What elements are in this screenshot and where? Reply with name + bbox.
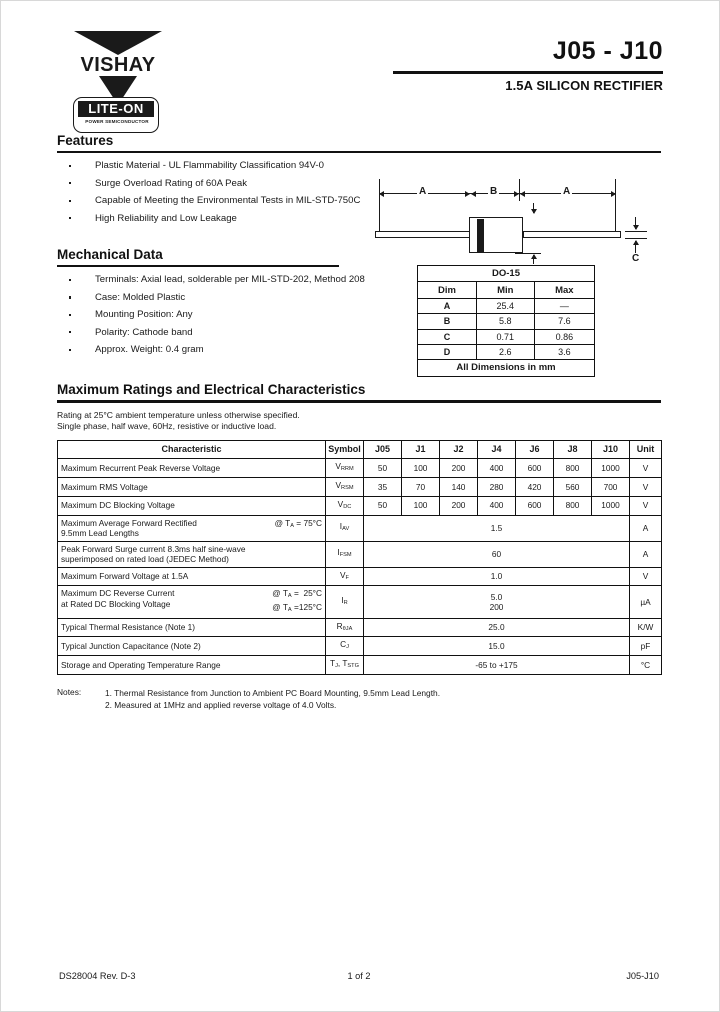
value-cell-merged: 60 bbox=[364, 541, 630, 567]
features-list bbox=[57, 160, 387, 225]
bullet-icon bbox=[69, 314, 71, 316]
symbol-cell: $I_R$ bbox=[326, 586, 364, 618]
characteristic-cell: Peak Forward Surge current 8.3ms half sine-wave superimposed on rated load (JEDEC Method) bbox=[58, 541, 326, 567]
mechanical-divider bbox=[57, 265, 339, 267]
dimension-label-c: C bbox=[632, 253, 640, 264]
mechanical-column bbox=[57, 247, 387, 356]
value-cell-merged: 1.5 bbox=[364, 515, 630, 541]
arrow-icon-right bbox=[514, 191, 519, 197]
characteristic-cell: Maximum DC Blocking Voltage bbox=[58, 496, 326, 515]
witness-line-c-top bbox=[625, 231, 647, 232]
witness-line-left bbox=[379, 179, 380, 237]
list-item bbox=[57, 327, 387, 339]
value-cell: 50 bbox=[364, 496, 402, 515]
page-title: J05 - J10 bbox=[552, 37, 663, 65]
dim-name: D bbox=[418, 344, 477, 359]
column-header-j05: J05 bbox=[364, 440, 402, 459]
symbol-cell: $I_{FSM}$ bbox=[326, 541, 364, 567]
dimension-label-a-left: A bbox=[419, 186, 427, 197]
value-cell: 800 bbox=[554, 459, 592, 478]
bullet-icon bbox=[69, 296, 71, 298]
value-cell: 600 bbox=[516, 459, 554, 478]
ratings-divider bbox=[57, 400, 661, 402]
characteristic-cell: Typical Junction Capacitance (Note 2) bbox=[58, 637, 326, 656]
feature-text: High Reliability and Low Leakage bbox=[95, 212, 237, 224]
column-header-max: Max bbox=[534, 282, 594, 298]
table-row bbox=[418, 344, 595, 359]
characteristic-cell: Maximum RMS Voltage bbox=[58, 478, 326, 497]
characteristic-cell: Maximum Forward Voltage at 1.5A bbox=[58, 567, 326, 586]
liteon-wordmark: LITE-ON bbox=[78, 101, 154, 117]
unit-cell: V bbox=[630, 567, 662, 586]
symbol-cell: $I_{AV}$ bbox=[326, 515, 364, 541]
dim-max: 0.86 bbox=[534, 329, 594, 344]
value-cell: 600 bbox=[516, 496, 554, 515]
ratings-note-line-1: Rating at 25°C ambient temperature unless otherwise specified. bbox=[57, 409, 300, 420]
note-item: 1. Thermal Resistance from Junction to Ambient PC Board Mounting, 9.5mm Lead Length. bbox=[105, 687, 441, 698]
characteristic-cell: Typical Thermal Resistance (Note 1) bbox=[58, 618, 326, 637]
mechanical-text: Polarity: Cathode band bbox=[95, 326, 193, 338]
list-item bbox=[57, 195, 387, 207]
feature-text: Capable of Meeting the Environmental Tests in MIL-STD-750C bbox=[95, 195, 361, 207]
symbol-cell: $V_{RSM}$ bbox=[326, 478, 364, 497]
liteon-tagline: POWER SEMICONDUCTOR bbox=[85, 119, 149, 124]
value-cell: 800 bbox=[554, 496, 592, 515]
value-cell: 700 bbox=[592, 478, 630, 497]
value-cell: 560 bbox=[554, 478, 592, 497]
dimension-label-a-right: A bbox=[563, 186, 571, 197]
value-cell: 35 bbox=[364, 478, 402, 497]
bullet-icon bbox=[69, 279, 71, 281]
ratings-heading: Maximum Ratings and Electrical Characteristics bbox=[57, 382, 366, 398]
dimensions-table-column bbox=[375, 265, 665, 377]
table-row bbox=[418, 282, 595, 298]
value-cell: 100 bbox=[402, 459, 440, 478]
footer-document-id: DS28004 Rev. D-3 bbox=[59, 971, 136, 981]
arrow-icon-down bbox=[531, 209, 537, 214]
characteristic-cell: Storage and Operating Temperature Range bbox=[58, 656, 326, 675]
arrow-icon-right bbox=[611, 191, 616, 197]
value-cell: 140 bbox=[440, 478, 478, 497]
witness-line-right bbox=[615, 179, 616, 237]
unit-cell: V bbox=[630, 496, 662, 515]
column-header-j1: J1 bbox=[402, 440, 440, 459]
value-cell: 70 bbox=[402, 478, 440, 497]
dim-max: — bbox=[534, 298, 594, 313]
footer-page-number: 1 of 2 bbox=[347, 971, 371, 981]
column-header-min: Min bbox=[476, 282, 534, 298]
table-row bbox=[58, 459, 662, 478]
dim-min: 0.71 bbox=[476, 329, 534, 344]
table-row bbox=[58, 541, 662, 567]
arrow-icon-down bbox=[633, 225, 639, 230]
page-header bbox=[57, 23, 665, 133]
notes-list bbox=[105, 687, 665, 711]
value-cell: 1000 bbox=[592, 459, 630, 478]
page-subtitle: 1.5A SILICON RECTIFIER bbox=[505, 77, 663, 93]
value-cell-merged: 15.0 bbox=[364, 637, 630, 656]
dim-max: 7.6 bbox=[534, 314, 594, 329]
value-cell: 1000 bbox=[592, 496, 630, 515]
ratings-section bbox=[57, 382, 665, 675]
unit-cell: V bbox=[630, 478, 662, 497]
bullet-icon bbox=[69, 200, 71, 202]
unit-cell: A bbox=[630, 541, 662, 567]
value-cell: 200 bbox=[440, 459, 478, 478]
dimension-line-a-left bbox=[379, 193, 479, 194]
title-block bbox=[333, 37, 663, 93]
liteon-logo-box bbox=[73, 97, 159, 133]
column-header-symbol: Symbol bbox=[326, 440, 364, 459]
dim-max: 3.6 bbox=[534, 344, 594, 359]
footer-part-number: J05-J10 bbox=[626, 971, 659, 981]
value-cell: 400 bbox=[478, 459, 516, 478]
arrow-icon-right bbox=[465, 191, 470, 197]
ratings-note-line-2: Single phase, half wave, 60Hz, resistive or inductive load. bbox=[57, 421, 277, 432]
dim-name: A bbox=[418, 298, 477, 313]
symbol-cell: $V_F$ bbox=[326, 567, 364, 586]
list-item bbox=[57, 344, 387, 356]
mechanical-text: Case: Molded Plastic bbox=[95, 291, 186, 303]
characteristic-text: Maximum DC Reverse Current at Rated DC Blocking Voltage bbox=[61, 588, 175, 609]
vishay-liteon-logo bbox=[63, 31, 173, 135]
value-cell: 400 bbox=[478, 496, 516, 515]
list-item bbox=[57, 292, 387, 304]
table-row bbox=[58, 515, 662, 541]
bullet-icon bbox=[69, 182, 71, 184]
arrow-icon-left bbox=[471, 191, 476, 197]
table-row bbox=[58, 496, 662, 515]
list-item bbox=[57, 178, 387, 190]
table-row bbox=[58, 478, 662, 497]
dim-min: 2.6 bbox=[476, 344, 534, 359]
vishay-wordmark: VISHAY bbox=[80, 54, 156, 76]
bullet-icon bbox=[69, 349, 71, 351]
triangle-icon-top bbox=[74, 31, 162, 55]
arrow-icon-up bbox=[633, 240, 639, 245]
symbol-cell: $V_{RRM}$ bbox=[326, 459, 364, 478]
bullet-icon bbox=[69, 217, 71, 219]
features-column bbox=[57, 133, 387, 225]
characteristic-cell bbox=[58, 515, 326, 541]
column-header-j4: J4 bbox=[478, 440, 516, 459]
unit-cell: µA bbox=[630, 586, 662, 618]
value-cell: 100 bbox=[402, 496, 440, 515]
features-divider bbox=[57, 151, 661, 153]
characteristic-cell: Maximum Recurrent Peak Reverse Voltage bbox=[58, 459, 326, 478]
dim-min: 25.4 bbox=[476, 298, 534, 313]
do15-dimensions-table bbox=[417, 265, 595, 377]
value-cell: 280 bbox=[478, 478, 516, 497]
table-row bbox=[418, 360, 595, 376]
column-header-characteristic: Characteristic bbox=[58, 440, 326, 459]
list-item bbox=[57, 309, 387, 321]
unit-cell: pF bbox=[630, 637, 662, 656]
notes-label: Notes: bbox=[57, 686, 82, 697]
symbol-cell: $R_{\theta JA}$ bbox=[326, 618, 364, 637]
table-row bbox=[418, 266, 595, 282]
table-row bbox=[418, 298, 595, 313]
value-cell-merged: -65 to +175 bbox=[364, 656, 630, 675]
bullet-icon bbox=[69, 165, 71, 167]
unit-cell: A bbox=[630, 515, 662, 541]
mechanical-text: Approx. Weight: 0.4 gram bbox=[95, 344, 204, 356]
mechanical-list bbox=[57, 274, 387, 356]
notes-section bbox=[57, 687, 665, 711]
do15-title: DO-15 bbox=[418, 266, 595, 282]
characteristic-cell bbox=[58, 586, 326, 618]
mechanical-text: Terminals: Axial lead, solderable per MIL-STD-202, Method 208 bbox=[95, 274, 365, 286]
value-cell-merged: 1.0 bbox=[364, 567, 630, 586]
table-row bbox=[58, 586, 662, 618]
arrow-icon-left bbox=[520, 191, 525, 197]
dimension-label-b: B bbox=[490, 186, 498, 197]
column-header-j2: J2 bbox=[440, 440, 478, 459]
ratings-table bbox=[57, 440, 662, 675]
list-item bbox=[57, 213, 387, 225]
column-header-j8: J8 bbox=[554, 440, 592, 459]
symbol-cell: $V_{DC}$ bbox=[326, 496, 364, 515]
column-header-dim: Dim bbox=[418, 282, 477, 298]
table-row bbox=[418, 329, 595, 344]
column-header-j10: J10 bbox=[592, 440, 630, 459]
lead-right bbox=[523, 231, 621, 238]
features-heading: Features bbox=[57, 133, 114, 148]
condition-text: @ $T_A = 75^\circ C$ bbox=[274, 517, 322, 529]
dim-name: C bbox=[418, 329, 477, 344]
mechanical-text: Mounting Position: Any bbox=[95, 309, 193, 321]
table-row bbox=[418, 314, 595, 329]
dim-min: 5.8 bbox=[476, 314, 534, 329]
value-cell: 200 bbox=[440, 496, 478, 515]
symbol-cell: $C_J$ bbox=[326, 637, 364, 656]
mechanical-and-dimensions-section bbox=[57, 247, 665, 374]
list-item bbox=[57, 274, 387, 286]
table-header-row bbox=[58, 440, 662, 459]
column-header-unit: Unit bbox=[630, 440, 662, 459]
table-row bbox=[58, 637, 662, 656]
note-item: 2. Measured at 1MHz and applied reverse voltage of 4.0 Volts. bbox=[105, 699, 337, 710]
table-row bbox=[58, 618, 662, 637]
page-content bbox=[57, 23, 665, 985]
arrow-icon-left bbox=[379, 191, 384, 197]
characteristic-text: Maximum Average Forward Rectified 9.5mm Lead Lengths bbox=[61, 517, 197, 539]
symbol-cell: $T_J$, $T_{STG}$ bbox=[326, 656, 364, 675]
condition-text: @ $T_A = 25^\circ C$ @ $T_A =125^\circ C$ bbox=[272, 588, 322, 614]
table-row bbox=[58, 567, 662, 586]
do15-footnote: All Dimensions in mm bbox=[418, 360, 595, 376]
mechanical-heading: Mechanical Data bbox=[57, 247, 163, 263]
title-divider bbox=[393, 71, 663, 74]
value-cell: 50 bbox=[364, 459, 402, 478]
unit-cell: V bbox=[630, 459, 662, 478]
feature-text: Plastic Material - UL Flammability Classification 94V-0 bbox=[95, 160, 324, 172]
unit-cell: K/W bbox=[630, 618, 662, 637]
dim-name: B bbox=[418, 314, 477, 329]
value-cell-merged: 5.0 200 bbox=[364, 586, 630, 618]
bullet-icon bbox=[69, 331, 71, 333]
unit-cell: °C bbox=[630, 656, 662, 675]
list-item bbox=[57, 160, 387, 172]
table-row bbox=[58, 656, 662, 675]
column-header-j6: J6 bbox=[516, 440, 554, 459]
value-cell: 420 bbox=[516, 478, 554, 497]
value-cell-merged: 25.0 bbox=[364, 618, 630, 637]
lead-left bbox=[375, 231, 473, 238]
feature-text: Surge Overload Rating of 60A Peak bbox=[95, 177, 247, 189]
